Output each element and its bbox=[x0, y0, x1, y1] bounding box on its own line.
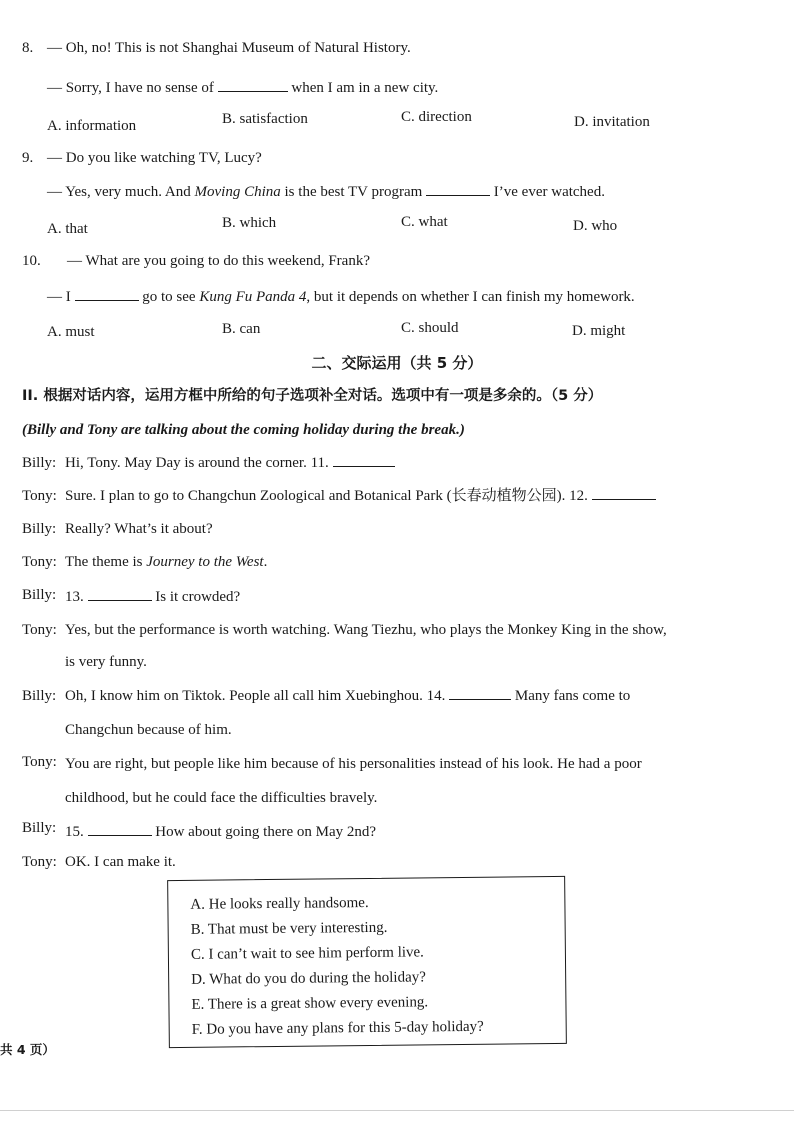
box-option-a[interactable]: A. He looks really handsome. bbox=[190, 894, 369, 913]
q8-blank[interactable] bbox=[218, 78, 288, 92]
dialogue-speaker-6: Tony: bbox=[22, 622, 57, 638]
dialogue-line-6: Yes, but the performance is worth watching. Wang Tiezhu, who plays the Monkey King in the show, bbox=[65, 622, 667, 638]
q9-option-a[interactable]: A. that bbox=[47, 221, 88, 237]
dialogue-line-4-b: . bbox=[263, 554, 268, 570]
dialogue-line-8-cont: childhood, but he could face the difficulties bravely. bbox=[65, 790, 378, 806]
dialogue-speaker-10: Tony: bbox=[22, 854, 57, 870]
dialogue-speaker-7: Billy: bbox=[22, 688, 57, 704]
q10-line2-c: , but it depends on whether I can finish my homework. bbox=[306, 289, 635, 305]
dialogue-line-1-text: Hi, Tony. May Day is around the corner. 11. bbox=[65, 455, 329, 471]
q10-line2-b: go to see bbox=[142, 289, 196, 305]
q10-blank[interactable] bbox=[75, 287, 139, 301]
dialogue-speaker-9: Billy: bbox=[22, 820, 57, 836]
q8-line2 bbox=[47, 78, 438, 98]
blank-12[interactable] bbox=[592, 486, 656, 500]
dialogue-line-7 bbox=[65, 686, 630, 706]
q10-line2 bbox=[47, 287, 635, 307]
dialogue-line-7-a: Oh, I know him on Tiktok. People all call him Xuebinghou. 14. bbox=[65, 688, 446, 704]
q10-line1: — What are you going to do this weekend, Frank? bbox=[67, 253, 370, 269]
box-option-d[interactable]: D. What do you do during the holiday? bbox=[191, 969, 426, 988]
dialogue-speaker-8: Tony: bbox=[22, 754, 57, 770]
q10-option-c[interactable]: C. should bbox=[401, 320, 459, 336]
dialogue-speaker-4: Tony: bbox=[22, 554, 57, 570]
section-title: 二、交际运用（共 5 分） bbox=[311, 354, 483, 372]
dialogue-speaker-3: Billy: bbox=[22, 521, 57, 537]
q9-line2 bbox=[47, 182, 605, 202]
q9-line2-italic: Moving China bbox=[194, 184, 281, 200]
dialogue-line-9-a: 15. bbox=[65, 824, 84, 840]
dialogue-speaker-5: Billy: bbox=[22, 587, 57, 603]
q8-option-b[interactable]: B. satisfaction bbox=[222, 111, 308, 127]
blank-13[interactable] bbox=[88, 587, 152, 601]
q9-line2-c: I’ve ever watched. bbox=[493, 184, 605, 200]
q9-option-d[interactable]: D. who bbox=[573, 218, 618, 234]
q9-option-c[interactable]: C. what bbox=[401, 214, 448, 230]
q10-line2-italic: Kung Fu Panda 4 bbox=[199, 289, 307, 305]
q8-number: 8. bbox=[22, 40, 34, 56]
dialogue-line-1 bbox=[65, 453, 395, 473]
q8-option-d[interactable]: D. invitation bbox=[574, 114, 650, 130]
dialogue-line-6-cont: is very funny. bbox=[65, 654, 147, 670]
dialogue-line-9-b: How about going there on May 2nd? bbox=[155, 824, 377, 840]
q10-option-d[interactable]: D. might bbox=[572, 323, 626, 339]
dialogue-scene: (Billy and Tony are talking about the coming holiday during the break.) bbox=[22, 422, 465, 438]
q10-option-a[interactable]: A. must bbox=[47, 324, 95, 340]
q8-line1: — Oh, no! This is not Shanghai Museum of Natural History. bbox=[47, 40, 411, 56]
blank-15[interactable] bbox=[88, 822, 152, 836]
box-option-b[interactable]: B. That must be very interesting. bbox=[190, 919, 388, 938]
q8-line2-a: — Sorry, I have no sense of bbox=[47, 80, 214, 96]
box-option-e[interactable]: E. There is a great show every evening. bbox=[191, 994, 429, 1013]
dialogue-speaker-2: Tony: bbox=[22, 488, 57, 504]
blank-14[interactable] bbox=[449, 686, 511, 700]
dialogue-line-5-b: Is it crowded? bbox=[155, 589, 241, 605]
q9-line2-a: — Yes, very much. And bbox=[47, 184, 191, 200]
q9-option-b[interactable]: B. which bbox=[222, 215, 277, 231]
dialogue-line-4-italic: Journey to the West bbox=[146, 554, 264, 570]
dialogue-line-8: You are right, but people like him because of his personalities instead of his look. He had a poor bbox=[65, 756, 642, 772]
dialogue-line-10: OK. I can make it. bbox=[65, 854, 176, 870]
dialogue-line-2 bbox=[65, 486, 656, 506]
q8-option-c[interactable]: C. direction bbox=[401, 109, 472, 125]
q9-line2-b: is the best TV program bbox=[284, 184, 423, 200]
dialogue-line-4-a: The theme is bbox=[65, 554, 143, 570]
bottom-divider bbox=[0, 1110, 794, 1111]
q9-line1: — Do you like watching TV, Lucy? bbox=[47, 150, 262, 166]
dialogue-line-4 bbox=[65, 552, 267, 572]
q10-number: 10. bbox=[22, 253, 41, 269]
q10-line2-a: — I bbox=[47, 289, 71, 305]
q9-number: 9. bbox=[22, 150, 34, 166]
page-footer: 共 4 页） bbox=[0, 1042, 55, 1057]
q8-option-a[interactable]: A. information bbox=[47, 118, 137, 134]
dialogue-line-5 bbox=[65, 587, 240, 607]
section-instruction: II. 根据对话内容，运用方框中所给的句子选项补全对话。选项中有一项是多余的。（5 分） bbox=[22, 388, 603, 404]
dialogue-line-7-b: Many fans come to bbox=[514, 688, 631, 704]
box-option-c[interactable]: C. I can’t wait to see him perform live. bbox=[190, 944, 424, 963]
q8-line2-b: when I am in a new city. bbox=[291, 80, 439, 96]
box-option-f[interactable]: F. Do you have any plans for this 5-day holiday? bbox=[191, 1018, 484, 1038]
dialogue-line-2-text: Sure. I plan to go to Changchun Zoological and Botanical Park (长春动植物公园). 12. bbox=[65, 488, 588, 504]
q10-option-b[interactable]: B. can bbox=[222, 321, 261, 337]
dialogue-line-5-a: 13. bbox=[65, 589, 84, 605]
dialogue-line-3: Really? What’s it about? bbox=[65, 521, 213, 537]
dialogue-speaker-1: Billy: bbox=[22, 455, 57, 471]
dialogue-line-9 bbox=[65, 822, 376, 842]
blank-11[interactable] bbox=[333, 453, 395, 467]
q9-blank[interactable] bbox=[426, 182, 490, 196]
dialogue-line-7-cont: Changchun because of him. bbox=[65, 722, 232, 738]
options-box bbox=[167, 876, 567, 1048]
